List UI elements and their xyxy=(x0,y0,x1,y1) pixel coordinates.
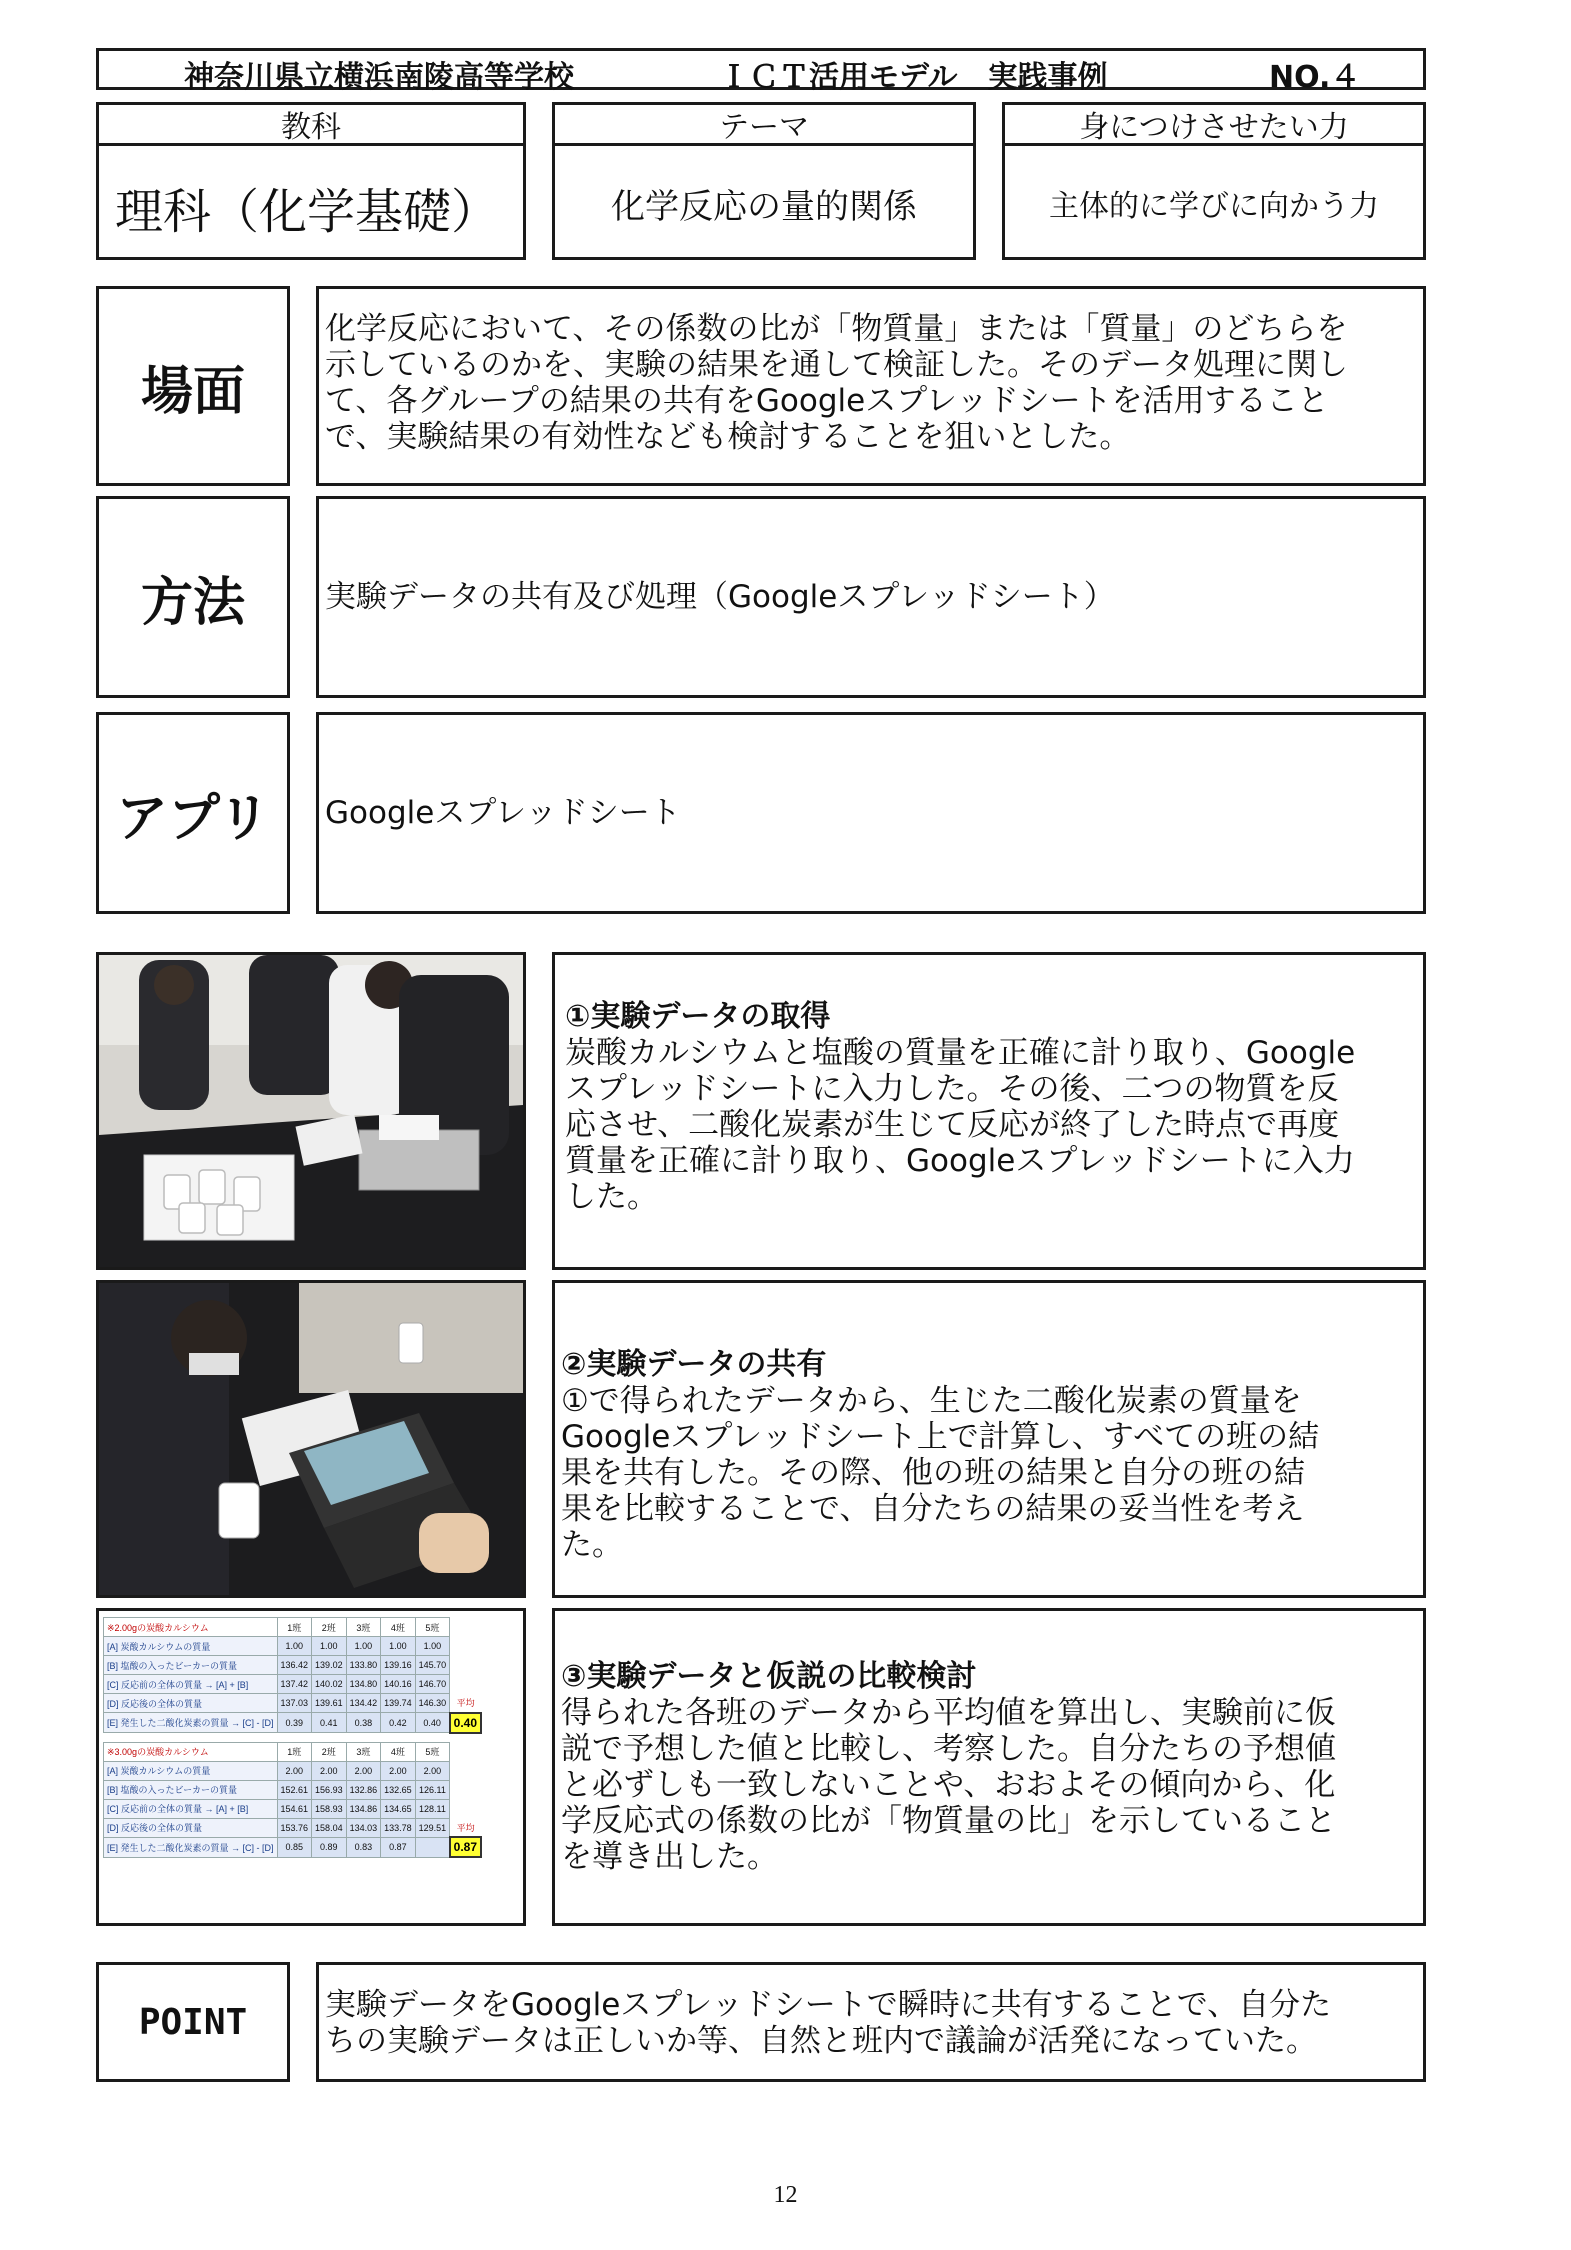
app-label-box xyxy=(96,712,290,914)
scene-line: 示しているのかを、実験の結果を通して検証した。そのデータ処理に関し xyxy=(325,347,1348,383)
case-number: NO.４ xyxy=(1269,60,1361,95)
sheet-cell: 0.42 xyxy=(381,1713,416,1733)
step-2-line: た。 xyxy=(561,1527,623,1563)
method-text-box xyxy=(316,496,1426,698)
sheet-cell: 152.61 xyxy=(277,1780,312,1799)
step-1-box xyxy=(552,952,1426,1270)
sheet-row-label: [E] 発生した二酸化炭素の質量 → [C] - [D] xyxy=(104,1713,278,1733)
sheet-cell: 129.51 xyxy=(415,1818,450,1837)
sheet-cell: 156.93 xyxy=(312,1780,347,1799)
theme-box xyxy=(552,102,976,260)
sheet-cell xyxy=(415,1837,450,1857)
step-3-text xyxy=(561,1659,1336,1875)
spreadsheet-frame xyxy=(96,1608,526,1926)
point-text xyxy=(325,1987,1331,2059)
step-3-box xyxy=(552,1608,1426,1926)
sheet-cell: 146.70 xyxy=(415,1675,450,1694)
sheet-cell: 2.00 xyxy=(312,1761,347,1780)
point-text-box xyxy=(316,1962,1426,2082)
sheet-group-header: 1班 xyxy=(277,1618,312,1637)
page-number: 12 xyxy=(773,2182,798,2208)
sheet-cell: 1.00 xyxy=(415,1637,450,1656)
sheet-cell: 146.30 xyxy=(415,1694,450,1713)
step-2-line: ①で得られたデータから、生じた二酸化炭素の質量を xyxy=(561,1383,1302,1419)
sheet-group-header: 5班 xyxy=(415,1742,450,1761)
sheet-cell: 128.11 xyxy=(415,1799,450,1818)
sheet-row-label: [C] 反応前の全体の質量 → [A] + [B] xyxy=(104,1675,278,1694)
sheet-cell: 1.00 xyxy=(381,1637,416,1656)
step-2-text xyxy=(561,1347,1319,1563)
sheet-average-value: 0.40 xyxy=(450,1713,481,1733)
sheet-group-header: 3班 xyxy=(346,1742,381,1761)
spreadsheet-table xyxy=(103,1617,482,1734)
sheet-row-label: [C] 反応前の全体の質量 → [A] + [B] xyxy=(104,1799,278,1818)
sheet-cell: 134.65 xyxy=(381,1799,416,1818)
sheet-cell: 2.00 xyxy=(277,1761,312,1780)
step-2-line: 果を共有した。その際、他の班の結果と自分の班の結 xyxy=(561,1455,1305,1491)
sheet-cell: 1.00 xyxy=(346,1637,381,1656)
sheet-cell: 0.39 xyxy=(277,1713,312,1733)
step-3-title: ③実験データと仮説の比較検討 xyxy=(561,1659,977,1694)
sheet-cell: 139.02 xyxy=(312,1656,347,1675)
subject-value: 理科（化学基礎） xyxy=(115,184,500,240)
sheet-spacer xyxy=(450,1742,481,1761)
step-1-line: 応させ、二酸化炭素が生じて反応が終了した時点で再度 xyxy=(565,1107,1340,1143)
scene-label-box xyxy=(96,286,290,486)
sheet-cell: 0.83 xyxy=(346,1837,381,1857)
sheet-group-header: 2班 xyxy=(312,1742,347,1761)
sheet-spacer xyxy=(450,1675,481,1694)
sheet-spacer xyxy=(450,1780,481,1799)
skill-value: 主体的に学びに向かう力 xyxy=(1049,189,1379,224)
app-text-box xyxy=(316,712,1426,914)
method-text: 実験データの共有及び処理（Googleスプレッドシート） xyxy=(325,579,1115,615)
sheet-cell: 0.87 xyxy=(381,1837,416,1857)
method-label: 方法 xyxy=(140,572,245,633)
sheet-group-header: 4班 xyxy=(381,1618,416,1637)
sheet-cell: 132.86 xyxy=(346,1780,381,1799)
step-1-text xyxy=(565,999,1355,1215)
theme-label: テーマ xyxy=(555,105,973,146)
point-line: ちの実験データは正しいか等、自然と班内で議論が活発になっていた。 xyxy=(325,2023,1317,2059)
sheet-group-header: 4班 xyxy=(381,1742,416,1761)
sheet-average-value: 0.87 xyxy=(450,1837,481,1857)
sheet-cell: 133.78 xyxy=(381,1818,416,1837)
sheet-cell: 153.76 xyxy=(277,1818,312,1837)
step-3-line: を導き出した。 xyxy=(561,1839,778,1875)
sheet-cell: 0.85 xyxy=(277,1837,312,1857)
sheet-spacer xyxy=(450,1656,481,1675)
sheet-cell: 2.00 xyxy=(415,1761,450,1780)
sheet-cell: 0.38 xyxy=(346,1713,381,1733)
sheet-cell: 158.04 xyxy=(312,1818,347,1837)
sheet-cell: 139.61 xyxy=(312,1694,347,1713)
sheet-average-label: 平均 xyxy=(456,1698,475,1708)
sheet-cell: 137.42 xyxy=(277,1675,312,1694)
lab-photo-students-weighing xyxy=(99,955,523,1267)
step-1-line: 質量を正確に計り取り、Googleスプレッドシートに入力 xyxy=(565,1143,1355,1179)
lab-photo-students-laptop xyxy=(99,1283,523,1595)
school-name: 神奈川県立横浜南陵高等学校 xyxy=(184,60,574,95)
method-label-box xyxy=(96,496,290,698)
skill-box xyxy=(1002,102,1426,260)
photo-frame-1 xyxy=(96,952,526,1270)
step-3-line: 説で予想した値と比較し、考察した。自分たちの予想値 xyxy=(561,1731,1336,1767)
sheet-spacer xyxy=(450,1637,481,1656)
step-2-line: Googleスプレッドシート上で計算し、すべての班の結 xyxy=(561,1419,1320,1455)
sheet-cell: 134.03 xyxy=(346,1818,381,1837)
sheet-cell: 2.00 xyxy=(346,1761,381,1780)
sheet-cell: 139.74 xyxy=(381,1694,416,1713)
sheet-cell: 139.16 xyxy=(381,1656,416,1675)
step-2-title: ②実験データの共有 xyxy=(561,1347,827,1382)
point-label-box xyxy=(96,1962,290,2082)
sheet-cell: 154.61 xyxy=(277,1799,312,1818)
sheet-group-header: 2班 xyxy=(312,1618,347,1637)
sheet-spacer xyxy=(450,1799,481,1818)
step-1-line: スプレッドシートに入力した。その後、二つの物質を反 xyxy=(565,1071,1339,1107)
sheet-group-header: 3班 xyxy=(346,1618,381,1637)
sheet-cell: 126.11 xyxy=(415,1780,450,1799)
subject-box xyxy=(96,102,526,260)
scene-line: で、実験結果の有効性なども検討することを狙いとした。 xyxy=(325,419,1131,455)
sheet-group-header: 5班 xyxy=(415,1618,450,1637)
spreadsheet-table xyxy=(103,1742,482,1859)
step-2-box xyxy=(552,1280,1426,1598)
sheet-group-header: 1班 xyxy=(277,1742,312,1761)
sheet-row-label: [A] 炭酸カルシウムの質量 xyxy=(104,1637,278,1656)
sheet-title: ※2.00gの炭酸カルシウム xyxy=(104,1618,278,1637)
sheet-row-label: [E] 発生した二酸化炭素の質量 → [C] - [D] xyxy=(104,1837,278,1857)
step-3-line: 得られた各班のデータから平均値を算出し、実験前に仮 xyxy=(561,1695,1336,1731)
sheet-cell: 134.80 xyxy=(346,1675,381,1694)
step-1-title: ①実験データの取得 xyxy=(565,999,831,1034)
scene-line: て、各グループの結果の共有をGoogleスプレッドシートを活用すること xyxy=(325,383,1329,419)
point-line: 実験データをGoogleスプレッドシートで瞬時に共有することで、自分た xyxy=(325,1987,1332,2023)
sheet-cell: 134.42 xyxy=(346,1694,381,1713)
sheet-cell: 136.42 xyxy=(277,1656,312,1675)
sheet-cell: 0.40 xyxy=(415,1713,450,1733)
sheet-cell: 2.00 xyxy=(381,1761,416,1780)
sheet-row-label: [D] 反応後の全体の質量 xyxy=(104,1694,278,1713)
sheet-row-label: [B] 塩酸の入ったビーカーの質量 xyxy=(104,1656,278,1675)
spreadsheet-image xyxy=(103,1617,519,1866)
sheet-cell: 133.80 xyxy=(346,1656,381,1675)
sheet-cell: 158.93 xyxy=(312,1799,347,1818)
skill-label: 身につけさせたい力 xyxy=(1005,105,1423,146)
theme-value: 化学反応の量的関係 xyxy=(611,186,917,227)
sheet-cell: 145.70 xyxy=(415,1656,450,1675)
sheet-cell: 140.02 xyxy=(312,1675,347,1694)
sheet-spacer xyxy=(450,1761,481,1780)
scene-line: 化学反応において、その係数の比が「物質量」または「質量」のどちらを xyxy=(325,311,1348,347)
sheet-row-label: [B] 塩酸の入ったビーカーの質量 xyxy=(104,1780,278,1799)
app-text: Googleスプレッドシート xyxy=(325,795,681,831)
scene-label: 場面 xyxy=(140,361,245,422)
sheet-spacer xyxy=(450,1618,481,1637)
model-title: ＩＣＴ活用モデル 実践事例 xyxy=(719,60,1108,95)
scene-text-box xyxy=(316,286,1426,486)
step-3-line: と必ずしも一致しないことや、おおよその傾向から、化 xyxy=(561,1767,1336,1803)
sheet-title: ※3.00gの炭酸カルシウム xyxy=(104,1742,278,1761)
step-3-line: 学反応式の係数の比が「物質量の比」を示していること xyxy=(561,1803,1336,1839)
step-1-line: した。 xyxy=(565,1179,658,1215)
app-label: アプリ xyxy=(116,788,270,849)
sheet-cell: 132.65 xyxy=(381,1780,416,1799)
sheet-cell: 134.86 xyxy=(346,1799,381,1818)
sheet-cell: 140.16 xyxy=(381,1675,416,1694)
sheet-row-label: [D] 反応後の全体の質量 xyxy=(104,1818,278,1837)
scene-text xyxy=(325,311,1348,455)
photo-frame-2 xyxy=(96,1280,526,1598)
sheet-cell: 137.03 xyxy=(277,1694,312,1713)
header-bar xyxy=(96,48,1426,95)
subject-label: 教科 xyxy=(99,105,523,146)
sheet-average-label: 平均 xyxy=(456,1822,475,1833)
step-2-line: 果を比較することで、自分たちの結果の妥当性を考え xyxy=(561,1491,1305,1527)
step-1-line: 炭酸カルシウムと塩酸の質量を正確に計り取り、Google xyxy=(565,1035,1356,1071)
point-label: POINT xyxy=(138,2001,248,2043)
sheet-cell: 0.41 xyxy=(312,1713,347,1733)
sheet-row-label: [A] 炭酸カルシウムの質量 xyxy=(104,1761,278,1780)
sheet-cell: 1.00 xyxy=(312,1637,347,1656)
sheet-cell: 1.00 xyxy=(277,1637,312,1656)
sheet-cell: 0.89 xyxy=(312,1837,347,1857)
